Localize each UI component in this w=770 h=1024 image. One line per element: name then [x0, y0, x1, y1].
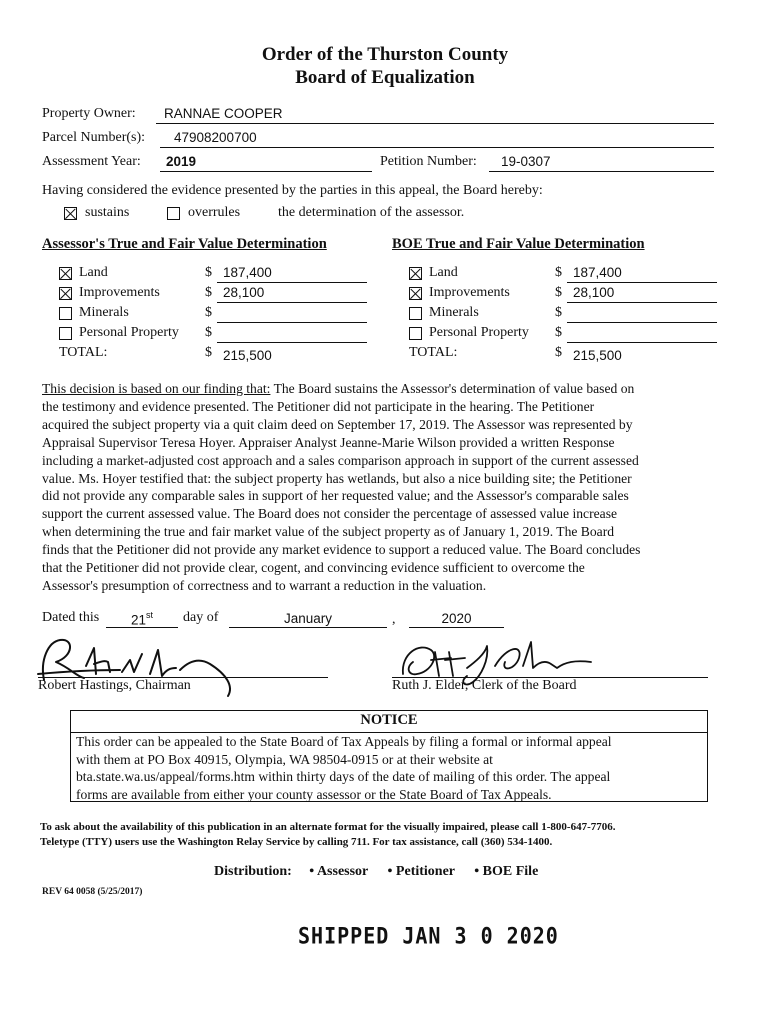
boe-total-dollar-sign: $ [555, 345, 562, 360]
distribution [214, 864, 538, 880]
boe-checkbox-land[interactable] [409, 267, 422, 280]
distribution-bullet-icon: • [309, 864, 315, 879]
boe-dollar-sign: $ [555, 265, 562, 280]
boe-dollar-sign: $ [555, 325, 562, 340]
boe-value-field [567, 265, 717, 283]
distribution-bullet-icon: • [387, 864, 393, 879]
dated-year-field [409, 610, 504, 628]
boe-total-value: 215,500 [573, 348, 622, 363]
assessor-value-field [217, 265, 367, 283]
accessibility-line-1: Teletype (TTY) users use the Washington Relay Service by calling 711. For tax assistance, call (360) 534-1400. [40, 836, 553, 848]
overrules-checkbox[interactable] [167, 207, 180, 220]
petition-label: Petition Number: [380, 154, 477, 169]
parcel-label: Parcel Number(s): [42, 130, 146, 145]
notice-line-0: This order can be appealed to the State Board of Tax Appeals by filing a formal or informal appeal [76, 734, 612, 749]
decision-paragraph [42, 380, 722, 595]
overrules-label: overrules [188, 205, 241, 220]
boe-heading: BOE True and Fair Value Determination [392, 236, 645, 252]
boe-dollar-sign: $ [555, 305, 562, 320]
notice-line-1: with them at PO Box 40915, Olympia, WA 98504-0915 or at their website at [76, 751, 493, 767]
parcel-field [160, 130, 714, 148]
boe-checkbox-minerals[interactable] [409, 307, 422, 320]
decision-line-9: finds that the Petitioner did not provide any market evidence to support a reduced value. The Board concludes [42, 542, 641, 558]
chairman-name: Robert Hastings, Chairman [38, 678, 191, 693]
sustains-checkbox[interactable] [64, 207, 77, 220]
intro-text: Having considered the evidence presented by the parties in this appeal, the Board hereby: [42, 183, 543, 198]
decision-line-5: value. Ms. Hoyer testified that: the subject property has wetlands, but also a nice building site; the Petitioner [42, 470, 632, 486]
assessor-row-label: Minerals [79, 305, 129, 320]
assessor-dollar-sign: $ [205, 285, 212, 300]
assessor-total-label: TOTAL: [59, 345, 108, 360]
parcel-value: 47908200700 [174, 130, 257, 145]
notice-line-3: forms are available from either your county assessor or the State Board of Tax Appeals. [76, 786, 552, 802]
assessor-value-field [217, 325, 367, 343]
assessor-row-label: Land [79, 265, 108, 280]
distribution-label: Distribution: [214, 864, 292, 879]
dated-month: January [283, 611, 333, 626]
boe-dollar-sign: $ [555, 285, 562, 300]
decision-line-10: that the Petitioner did not provide clear, cogent, and convincing evidence sufficient to overcome the [42, 560, 585, 576]
distribution-bullet-icon: • [474, 864, 480, 879]
accessibility-line-0: To ask about the availability of this publication in an alternate format for the visually impaired, please call 1-800-647-7706. [40, 821, 616, 833]
assessor-value: 187,400 [223, 265, 272, 280]
distribution-item-petitioner: Petitioner [395, 864, 455, 879]
assessor-value-field [217, 285, 367, 303]
sustains-label: sustains [85, 205, 130, 220]
notice-title: NOTICE [360, 712, 418, 728]
boe-value-field [567, 285, 717, 303]
form-code: REV 64 0058 (5/25/2017) [42, 887, 143, 897]
notice-text [76, 733, 702, 803]
dated-month-field [229, 610, 387, 628]
boe-checkbox-personal-property[interactable] [409, 327, 422, 340]
boe-value: 28,100 [573, 285, 615, 300]
assessment-year-value: 2019 [166, 154, 197, 169]
clerk-name: Ruth J. Elder, Clerk of the Board [392, 678, 577, 693]
dated-prefix: Dated this [42, 610, 100, 625]
accessibility-note [40, 820, 740, 850]
owner-value: RANNAE COOPER [164, 106, 283, 121]
boe-total-label: TOTAL: [409, 345, 458, 360]
dated-year: 2020 [441, 611, 472, 626]
dated-day-field [106, 610, 178, 628]
decision-line-11: Assessor's presumption of correctness and to warrant a reduction in the valuation. [42, 577, 487, 593]
decision-lead: This decision is based on our finding that: [42, 381, 271, 396]
assessor-checkbox-personal-property[interactable] [59, 327, 72, 340]
boe-row-label: Improvements [429, 285, 510, 300]
notice-box [70, 710, 708, 802]
assessor-value-field [217, 305, 367, 323]
assessor-checkbox-minerals[interactable] [59, 307, 72, 320]
boe-row-label: Minerals [429, 305, 479, 320]
owner-label: Property Owner: [42, 106, 136, 121]
boe-row-label: Land [429, 265, 458, 280]
dated-comma: , [392, 612, 396, 627]
assessor-dollar-sign: $ [205, 265, 212, 280]
distribution-item-boe-file: BOE File [482, 864, 539, 879]
decision-line-6: did not provide any comparable sales in support of her requested value; and the Assessor's comparable sales [42, 488, 629, 504]
boe-value-field [567, 325, 717, 343]
decision-line-3: Appraisal Supervisor Teresa Hoyer. Appraiser Analyst Jeanne-Marie Wilson provided a written Response [42, 434, 615, 450]
shipped-stamp: SHIPPED JAN 3 0 2020 [298, 922, 559, 950]
title-line-2: Board of Equalization [295, 67, 475, 88]
boe-value-field [567, 305, 717, 323]
assessment-year-field [160, 154, 372, 172]
assessor-total-value: 215,500 [223, 348, 272, 363]
owner-field [156, 106, 714, 124]
title-line-1: Order of the Thurston County [261, 44, 509, 65]
boe-value: 187,400 [573, 265, 622, 280]
assessor-checkbox-improvements[interactable] [59, 287, 72, 300]
assessor-value: 28,100 [223, 285, 265, 300]
petition-value: 19-0307 [501, 154, 551, 169]
decision-line-4: including a market-adjusted cost approach and a sales comparison approach in support of the current assessed [42, 452, 639, 468]
assessor-dollar-sign: $ [205, 305, 212, 320]
decision-line-7: support the current assessed value. The Board does not consider the percentage of assessed value increase [42, 506, 618, 522]
assessor-row-label: Improvements [79, 285, 160, 300]
assessor-row-label: Personal Property [79, 325, 179, 340]
assessor-dollar-sign: $ [205, 325, 212, 340]
assessment-year-label: Assessment Year: [42, 154, 141, 169]
decision-line-8: when determining the true and fair market value of the subject property as of January 1, 2019. The Board [42, 524, 615, 540]
boe-checkbox-improvements[interactable] [409, 287, 422, 300]
assessor-total-dollar-sign: $ [205, 345, 212, 360]
petition-field [489, 154, 714, 172]
assessor-heading: Assessor's True and Fair Value Determination [42, 236, 327, 252]
dated-mid: day of [183, 610, 219, 625]
decision-line-2: acquired the subject property via a quit claim deed on September 17, 2019. The Assessor was represented by [42, 416, 633, 432]
assessor-checkbox-land[interactable] [59, 267, 72, 280]
determination-tail: the determination of the assessor. [278, 205, 465, 220]
boe-row-label: Personal Property [429, 325, 529, 340]
dated-day-suffix: st [146, 610, 154, 620]
notice-line-2: bta.state.wa.us/appeal/forms.htm within thirty days of the date of mailing of this order. The appeal [76, 769, 611, 784]
dated-day: 21 [130, 612, 146, 628]
decision-line-1: the testimony and evidence presented. The Petitioner did not participate in the hearing. The Petitioner [42, 398, 595, 414]
distribution-item-assessor: Assessor [316, 864, 369, 879]
decision-line-0: The Board sustains the Assessor's determination of value based on [270, 381, 635, 396]
